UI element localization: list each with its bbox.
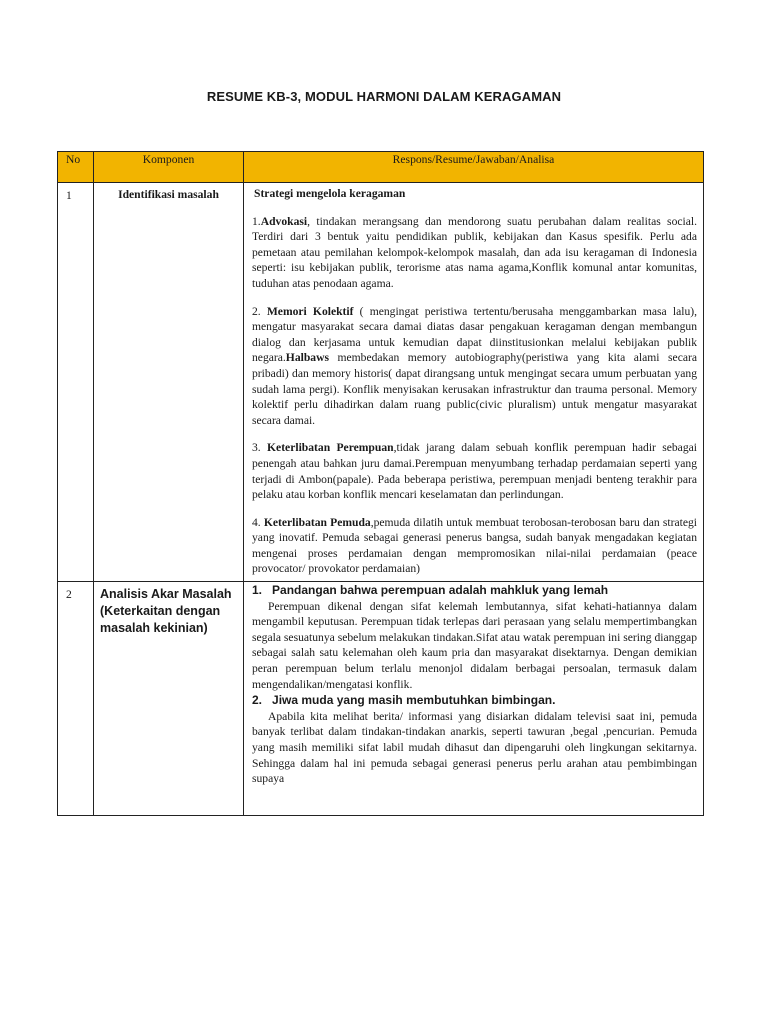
list-item-heading [252, 583, 697, 599]
list-number: 1. [252, 583, 263, 598]
section-heading: Strategi mengelola keragaman [254, 187, 406, 200]
term-halbaws: Halbaws [285, 351, 329, 365]
paragraph-perempuan [252, 440, 697, 502]
header-komponen: Komponen [94, 152, 244, 183]
paragraph-pemuda [252, 515, 697, 577]
header-respons: Respons/Resume/Jawaban/Analisa [244, 152, 704, 183]
term-keterlibatan-perempuan: Keterlibatan Perempuan [267, 441, 394, 455]
row-component: Analisis Akar Masalah (Keterkaitan dengan masalah kekinian) [94, 582, 244, 816]
document-title: RESUME KB-3, MODUL HARMONI DALAM KERAGAMAN [206, 89, 562, 104]
row-component: Identifikasi masalah [94, 183, 244, 582]
list-title: Jiwa muda yang masih membutuhkan bimbingan. [272, 693, 556, 708]
paragraph-advokasi [252, 214, 697, 292]
resume-table [57, 151, 704, 816]
row-response [244, 183, 704, 582]
term-keterlibatan-pemuda: Keterlibatan Pemuda [263, 515, 371, 529]
paragraph-number: 1. [252, 214, 261, 228]
paragraph-number: 4. [252, 515, 264, 529]
table-header-row [58, 152, 704, 183]
row-number: 2 [58, 582, 94, 816]
header-no: No [58, 152, 94, 183]
paragraph-number: 2. [252, 304, 267, 318]
paragraph-number: 3. [252, 441, 268, 455]
list-item-text: Perempuan dikenal dengan sifat kelemah lembutannya, sifat kehati-hatiannya dalam mengambil keputusan. Perempuan tidak terlepas dari perasaan yang selalu mempertimbangkan segala sesuatunya sebelum melakukan tindakan.Sifat atau watak perempuan ini sering dianggap sebagai salah satu kelemahan oleh kaum pria dan masyarakat disektarnya. Dengan demikian peran perempuan belum terlalu menonjol didalam berbagai persoalan, termasuk dalam mengendalikan/mengatasi konflik. [252, 599, 697, 691]
list-title: Pandangan bahwa perempuan adalah mahkluk yang lemah [272, 583, 609, 598]
term-memori-kolektif: Memori Kolektif [266, 304, 354, 318]
paragraph-text: , tindakan merangsang dan mendorong suatu perubahan dalam realitas social. Terdiri dari 3 bentuk yaitu pendidikan publik, kebijakan dan Kasus spesifik. Perlu ada pemetaan atau pemilahan kelompok-kelompok masalah, dan ada isu keragaman di Indonesia seperti: isu kebijakan publik, terorisme atas nama agama,Konflik komunal antar komunitas, tuduhan atas penodaan agama. [252, 214, 697, 290]
row-number: 1 [58, 183, 94, 582]
list-number: 2. [252, 693, 263, 708]
term-advokasi: Advokasi [260, 214, 308, 228]
paragraph-text: ( mengingat peristiwa tertentu/berusaha menggambarkan masa lalu), mengatur masyarakat secara damai diatas dasar pengakuan keragaman dengan membangun dialog dan kerjasama untuk kemudian dapat diinstitusionkan melalui kebijakan publik negara. [252, 304, 697, 365]
table-row [58, 183, 704, 582]
table-row [58, 582, 704, 816]
paragraph-memori-kolektif [252, 304, 697, 429]
paragraph-text: membedakan memory autobiography(peristiwa yang kita alami secara pribadi) dan memory historis( dapat dirangsang untuk mengingat secara umum perbuatan yang sudah lama pergi). Konflik menyisakan kerusakan infrastruktur dan trauma personal. Memory kolektif perlu dihadirkan dalam ruang public(civic pluralism) untuk mengatur masyarakat secara damai. [252, 351, 697, 427]
list-item-text: Apabila kita melihat berita/ informasi yang disiarkan didalam televisi saat ini, pemuda banyak terlibat dalam tindakan-tindakan anarkis, seperti tawuran ,begal ,pencurian. Pemuda yang masih memiliki sifat labil mudah dihasut dan dipengaruhi oleh lingkungan sekitarnya. Sehingga dalam hal ini pemuda sebagai generasi penerus perlu arahan atau pembimbingan supaya [252, 709, 697, 786]
paragraph-text: ,pemuda dilatih untuk membuat terobosan-terobosan baru dan strategi yang inovatif. Pemuda sebagai generasi penerus bangsa, sudah banyak mengadakan kegiatan mengenai proses perdamaian dengan mempromosikan nilai-nilai perdamaian (peace provocator/ provokator perdamaian) [252, 515, 697, 576]
paragraph-text: ,tidak jarang dalam sebuah konflik perempuan hadir sebagai penengah atau bahkan juru damai.Perempuan menyumbang terhadap perdamaian seperti yang terjadi di Ambon(papale). Pada beberapa peristiwa, perempuan menjadi benteng terakhir para pelaku atau korban konflik mencari keselamatan dan perlindungan. [252, 441, 697, 502]
row-response [244, 582, 704, 816]
list-item-heading [252, 693, 697, 709]
